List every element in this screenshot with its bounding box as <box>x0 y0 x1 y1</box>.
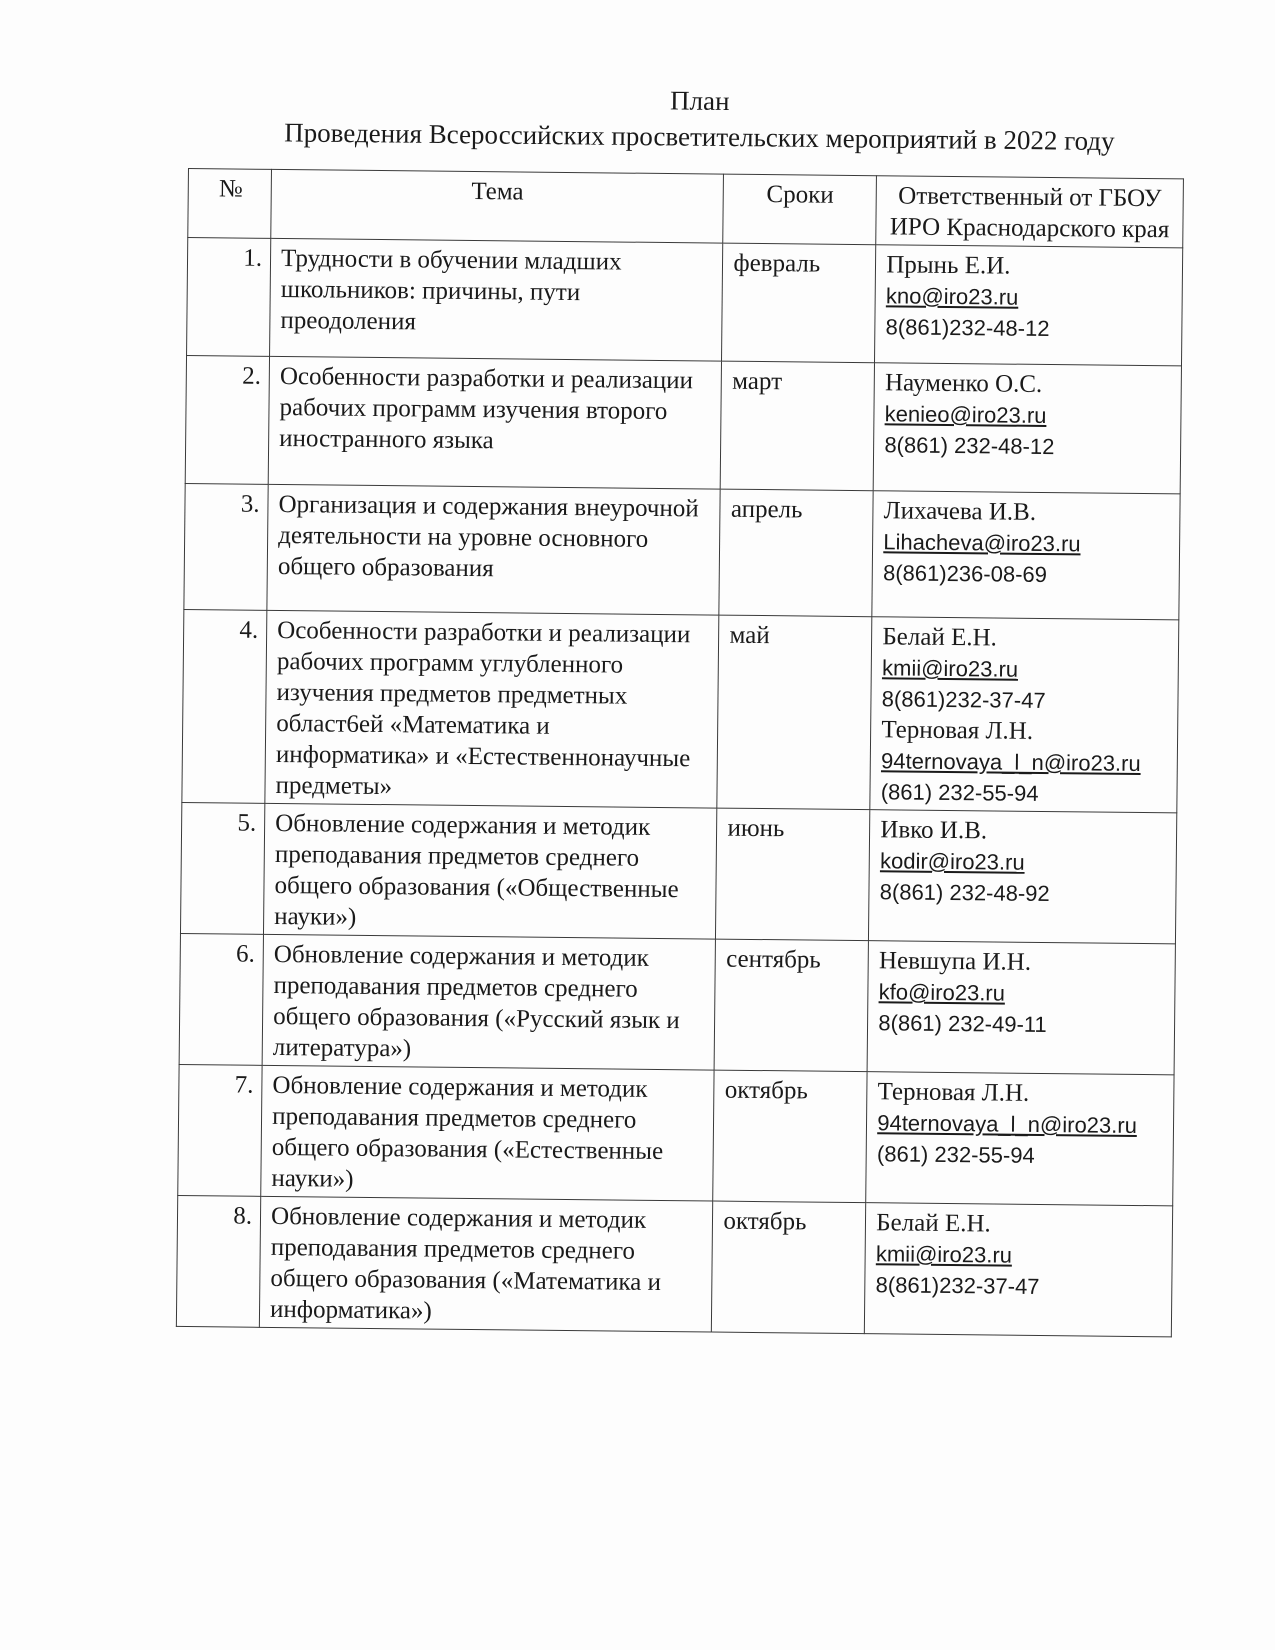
title-subtitle: Проведения Всероссийских просветительских мероприятий в 2022 году <box>284 117 1115 157</box>
row-number: 8. <box>176 1195 260 1327</box>
row-topic: Особенности разработки и реализации рабочих программ изучения второго иностранного языка <box>268 356 722 489</box>
table-row <box>180 802 1176 943</box>
row-date: октябрь <box>712 1201 866 1334</box>
table-row <box>182 609 1179 812</box>
row-number: 1. <box>187 238 271 357</box>
table-body <box>176 238 1182 1337</box>
table-row <box>187 238 1183 366</box>
header-responsible: Ответственный от ГБОУ ИРО Краснодарского края <box>876 176 1183 248</box>
row-responsible <box>872 491 1180 620</box>
responsible-phone: (861) 232-55-94 <box>876 1141 1035 1168</box>
row-date: октябрь <box>713 1070 867 1203</box>
responsible-name: Белай Е.Н. <box>882 623 998 652</box>
responsible-email-link[interactable]: kodir@iro23.ru <box>879 848 1025 875</box>
responsible-name: Белай Е.Н. <box>876 1209 991 1238</box>
header-date: Сроки <box>723 174 877 245</box>
row-date: июнь <box>716 808 870 941</box>
row-topic: Организация и содержания внеурочной деятельности на уровне основного общего образования <box>267 484 721 615</box>
responsible-phone: 8(861)232-37-47 <box>881 686 1046 714</box>
responsible-name: Лихачева И.В. <box>883 497 1037 526</box>
responsible-name: Прынь Е.И. <box>886 251 1011 280</box>
row-number: 6. <box>179 933 263 1065</box>
row-responsible <box>869 810 1177 944</box>
responsible-email-link[interactable]: kmii@iro23.ru <box>881 655 1019 682</box>
responsible-contact <box>884 367 1171 463</box>
row-date: май <box>717 615 872 810</box>
responsible-email-link[interactable]: Lihacheva@iro23.ru <box>883 529 1081 557</box>
header-num: № <box>188 169 272 239</box>
row-number: 2. <box>185 355 269 484</box>
responsible-name: Ивко И.В. <box>880 816 988 845</box>
table-row <box>184 483 1180 619</box>
responsible-phone: 8(861) 232-49-11 <box>878 1010 1047 1038</box>
row-date: сентябрь <box>715 939 869 1072</box>
responsible-contact <box>885 249 1172 345</box>
responsible-email-link[interactable]: kenieo@iro23.ru <box>884 401 1047 429</box>
row-number: 5. <box>180 802 264 934</box>
row-topic: Обновление содержания и методик преподавания предметов среднего общего образования («Общественные науки») <box>264 803 718 939</box>
row-responsible <box>870 617 1179 813</box>
table-row <box>178 1064 1174 1205</box>
responsible-phone: 8(861) 232-48-12 <box>884 432 1055 460</box>
responsible-phone: 8(861) 232-48-92 <box>879 879 1050 907</box>
responsible-contact <box>882 621 1169 717</box>
header-topic: Тема <box>271 169 724 243</box>
row-date: февраль <box>722 243 876 363</box>
row-topic: Обновление содержания и методик преподавания предметов среднего общего образования («Русский язык и литература») <box>262 934 716 1070</box>
responsible-contact <box>880 814 1167 910</box>
responsible-phone: 8(861)232-48-12 <box>885 314 1050 342</box>
responsible-name: Терновая Л.Н. <box>881 716 1034 745</box>
row-responsible <box>865 1203 1173 1337</box>
row-number: 7. <box>178 1064 262 1196</box>
document-title <box>249 78 1150 159</box>
row-topic: Обновление содержания и методик преподавания предметов среднего общего образования («Математика и информатика») <box>259 1196 713 1332</box>
events-table <box>176 168 1184 1337</box>
responsible-email-link[interactable]: kmii@iro23.ru <box>875 1241 1013 1268</box>
table-header-row <box>188 169 1184 248</box>
row-responsible <box>866 1072 1174 1206</box>
table-row <box>185 355 1181 493</box>
table-row <box>179 933 1175 1074</box>
responsible-email-link[interactable]: kfo@iro23.ru <box>878 979 1006 1006</box>
responsible-contact <box>875 1207 1162 1303</box>
row-responsible <box>875 245 1183 366</box>
row-number: 4. <box>182 609 267 803</box>
responsible-phone: 8(861)232-37-47 <box>875 1272 1040 1299</box>
responsible-name: Невшупа И.Н. <box>878 947 1032 976</box>
row-date: март <box>721 361 875 491</box>
row-topic: Трудности в обучении младших школьников: причины, пути преодоления <box>270 238 724 361</box>
row-topic: Обновление содержания и методик преподавания предметов среднего общего образования («Естественные науки») <box>261 1065 715 1201</box>
title-plan: План <box>669 85 730 117</box>
row-responsible <box>867 941 1175 1075</box>
responsible-email-link[interactable]: 94ternovaya_l_n@iro23.ru <box>880 748 1141 777</box>
responsible-email-link[interactable]: 94ternovaya_l_n@iro23.ru <box>877 1110 1138 1138</box>
table-row <box>176 1195 1172 1336</box>
row-number: 3. <box>184 483 268 610</box>
responsible-contact <box>883 495 1170 591</box>
responsible-name: Терновая Л.Н. <box>877 1078 1030 1107</box>
responsible-contact <box>877 1076 1164 1172</box>
responsible-phone: (861) 232-55-94 <box>880 779 1039 806</box>
row-date: апрель <box>719 489 873 617</box>
responsible-phone: 8(861)236-08-69 <box>882 560 1048 588</box>
row-responsible <box>873 363 1181 494</box>
responsible-contact <box>878 945 1165 1041</box>
row-topic: Особенности разработки и реализации рабочих программ углубленного изучения предметов предметных област6ей «Математика и информатика» и «Естественнонаучные предметы» <box>265 610 719 808</box>
responsible-contact <box>881 714 1168 810</box>
responsible-name: Науменко О.С. <box>884 369 1043 398</box>
responsible-email-link[interactable]: kno@iro23.ru <box>885 283 1019 310</box>
